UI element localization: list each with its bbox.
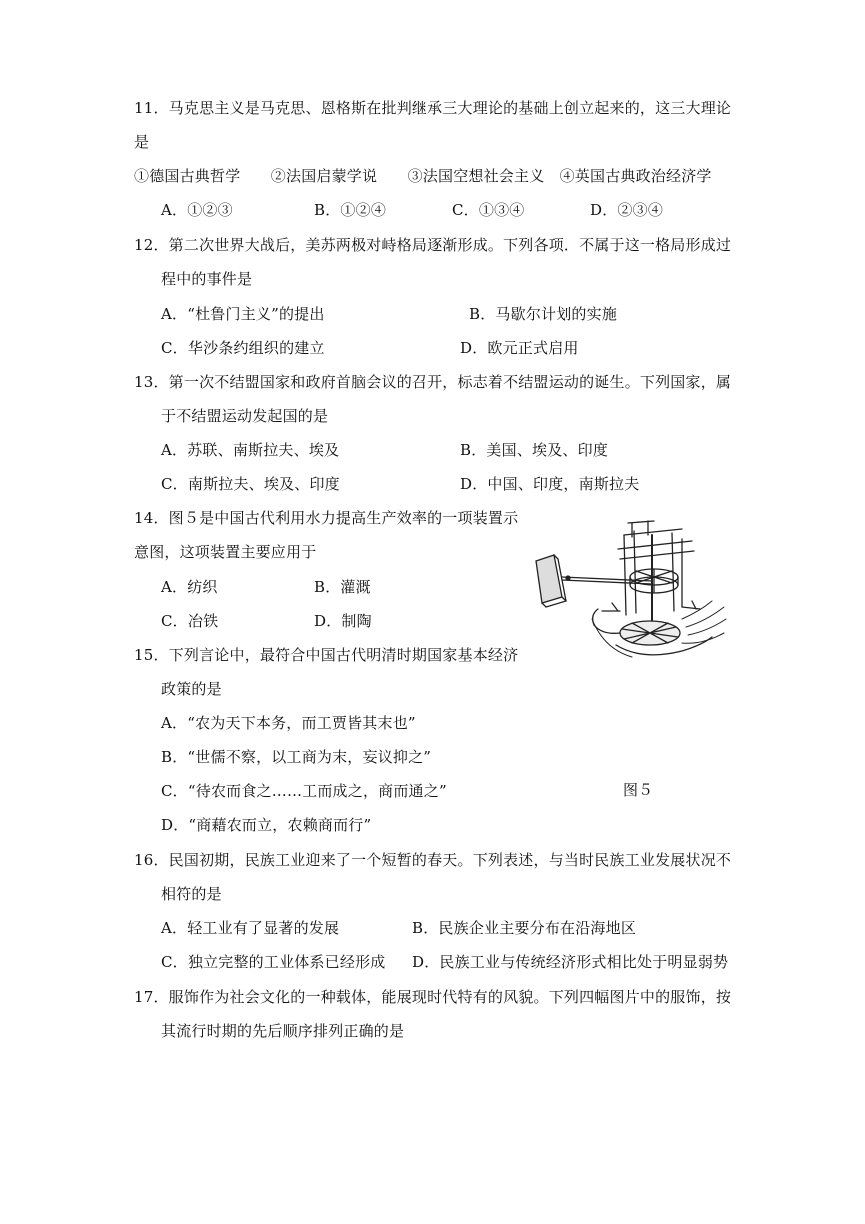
q11-stem-line2: 是	[134, 133, 150, 151]
q16-option-a: A．轻工业有了显著的发展	[161, 919, 340, 937]
q15-option-c: C．“待农而食之……工而成之，商而通之”	[161, 782, 447, 800]
q11-option-b: B．①②④	[314, 201, 387, 219]
q15-option-d: D．“商藉农而立，农赖商而行”	[161, 816, 372, 834]
figure-caption: 图５	[623, 781, 654, 799]
q13-option-a: A．苏联、南斯拉夫、埃及	[161, 441, 340, 459]
q16-stem-line2: 相符的是	[161, 885, 222, 903]
q13-stem-line1: 13．第一次不结盟国家和政府首脑会议的召开，标志着不结盟运动的诞生。下列国家，属	[134, 373, 732, 391]
q16-option-c: C．独立完整的工业体系已经形成	[161, 953, 386, 971]
q11-stem-line1: 11．马克思主义是马克思、恩格斯在批判继承三大理论的基础上创立起来的，这三大理论	[134, 99, 732, 117]
q14-option-b: B．灌溉	[314, 578, 371, 596]
q12-stem-line2: 程中的事件是	[161, 270, 253, 288]
q14-stem-line2: 意图，这项装置主要应用于	[134, 543, 317, 561]
q15-stem-line1: 15．下列言论中，最符合中国古代明清时期国家基本经济	[134, 646, 519, 664]
q15-stem-line2: 政策的是	[161, 680, 222, 698]
q14-option-a: A．纺织	[161, 578, 218, 596]
q11-items: ①德国古典哲学 ②法国启蒙学说 ③法国空想社会主义 ④英国古典政治经济学	[134, 167, 712, 185]
q17-stem-line2: 其流行时期的先后顺序排列正确的是	[161, 1022, 405, 1040]
q14-stem-line1: 14．图５是中国古代利用水力提高生产效率的一项装置示	[134, 509, 519, 527]
water-powered-device-figure	[532, 515, 728, 663]
q16-option-d: D．民族工业与传统经济形式相比处于明显弱势	[412, 953, 729, 971]
q12-option-d: D．欧元正式启用	[460, 339, 579, 357]
q13-option-b: B．美国、埃及、印度	[460, 441, 609, 459]
q17-stem-line1: 17．服饰作为社会文化的一种载体，能展现时代特有的风貌。下列四幅图片中的服饰，按	[134, 988, 732, 1006]
q16-stem-line1: 16．民国初期，民族工业迎来了一个短暂的春天。下列表述，与当时民族工业发展状况不	[134, 851, 732, 869]
q13-stem-line2: 于不结盟运动发起国的是	[161, 407, 329, 425]
q16-option-b: B．民族企业主要分布在沿海地区	[412, 919, 637, 937]
q12-option-c: C．华沙条约组织的建立	[161, 339, 325, 357]
q15-option-a: A．“农为天下本务，而工贾皆其末也”	[161, 714, 416, 732]
q11-option-d: D．②③④	[590, 201, 664, 219]
q12-option-b: B．马歇尔计划的实施	[469, 305, 618, 323]
q11-option-c: C．①③④	[452, 201, 525, 219]
q13-option-d: D．中国、印度，南斯拉夫	[460, 475, 640, 493]
q12-stem-line1: 12．第二次世界大战后，美苏两极对峙格局逐渐形成。下列各项．不属于这一格局形成过	[134, 236, 732, 254]
q14-option-c: C．冶铁	[161, 612, 219, 630]
q14-option-d: D．制陶	[314, 612, 372, 630]
q13-option-c: C．南斯拉夫、埃及、印度	[161, 475, 340, 493]
q15-option-b: B．“世儒不察，以工商为末，妄议抑之”	[161, 748, 432, 766]
q12-option-a: A．“杜鲁门主义”的提出	[161, 305, 325, 323]
q11-option-a: A．①②③	[161, 201, 233, 219]
